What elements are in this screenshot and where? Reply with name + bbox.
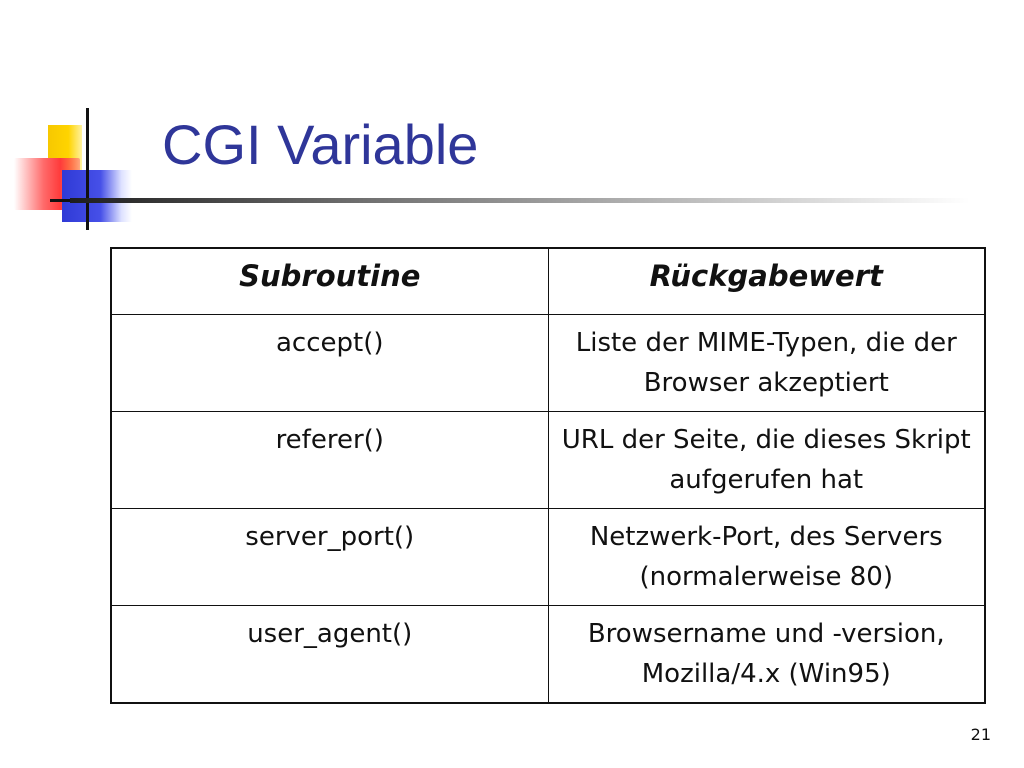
page-number: 21: [970, 725, 991, 744]
cell-rueckgabewert: Browsername und -version, Mozilla/4.x (Win95): [548, 605, 985, 703]
slide-title: CGI Variable: [162, 113, 479, 176]
header-rueckgabewert-label: Rückgabewert: [649, 259, 883, 293]
table-header-row: [111, 248, 985, 314]
header-subroutine: [111, 248, 548, 314]
header-rueckgabewert: [548, 248, 985, 314]
table-row: [111, 508, 985, 605]
header-subroutine-label: Subroutine: [239, 259, 421, 293]
cell-subroutine: user_agent(): [111, 605, 548, 703]
cell-rueckgabewert: Netzwerk-Port, des Servers (normalerweise 80): [548, 508, 985, 605]
table-row: [111, 605, 985, 703]
table-row: [111, 314, 985, 411]
logo-blue-square: [62, 170, 132, 222]
title-divider: [70, 198, 970, 203]
cell-rueckgabewert: Liste der MIME-Typen, die der Browser akzeptiert: [548, 314, 985, 411]
cgi-variable-table: [110, 247, 986, 704]
cell-subroutine: referer(): [111, 411, 548, 508]
table-row: [111, 411, 985, 508]
logo-vertical-line: [86, 108, 89, 230]
slide-logo: [0, 0, 140, 240]
cell-rueckgabewert: URL der Seite, die dieses Skript aufgerufen hat: [548, 411, 985, 508]
cell-subroutine: accept(): [111, 314, 548, 411]
cell-subroutine: server_port(): [111, 508, 548, 605]
